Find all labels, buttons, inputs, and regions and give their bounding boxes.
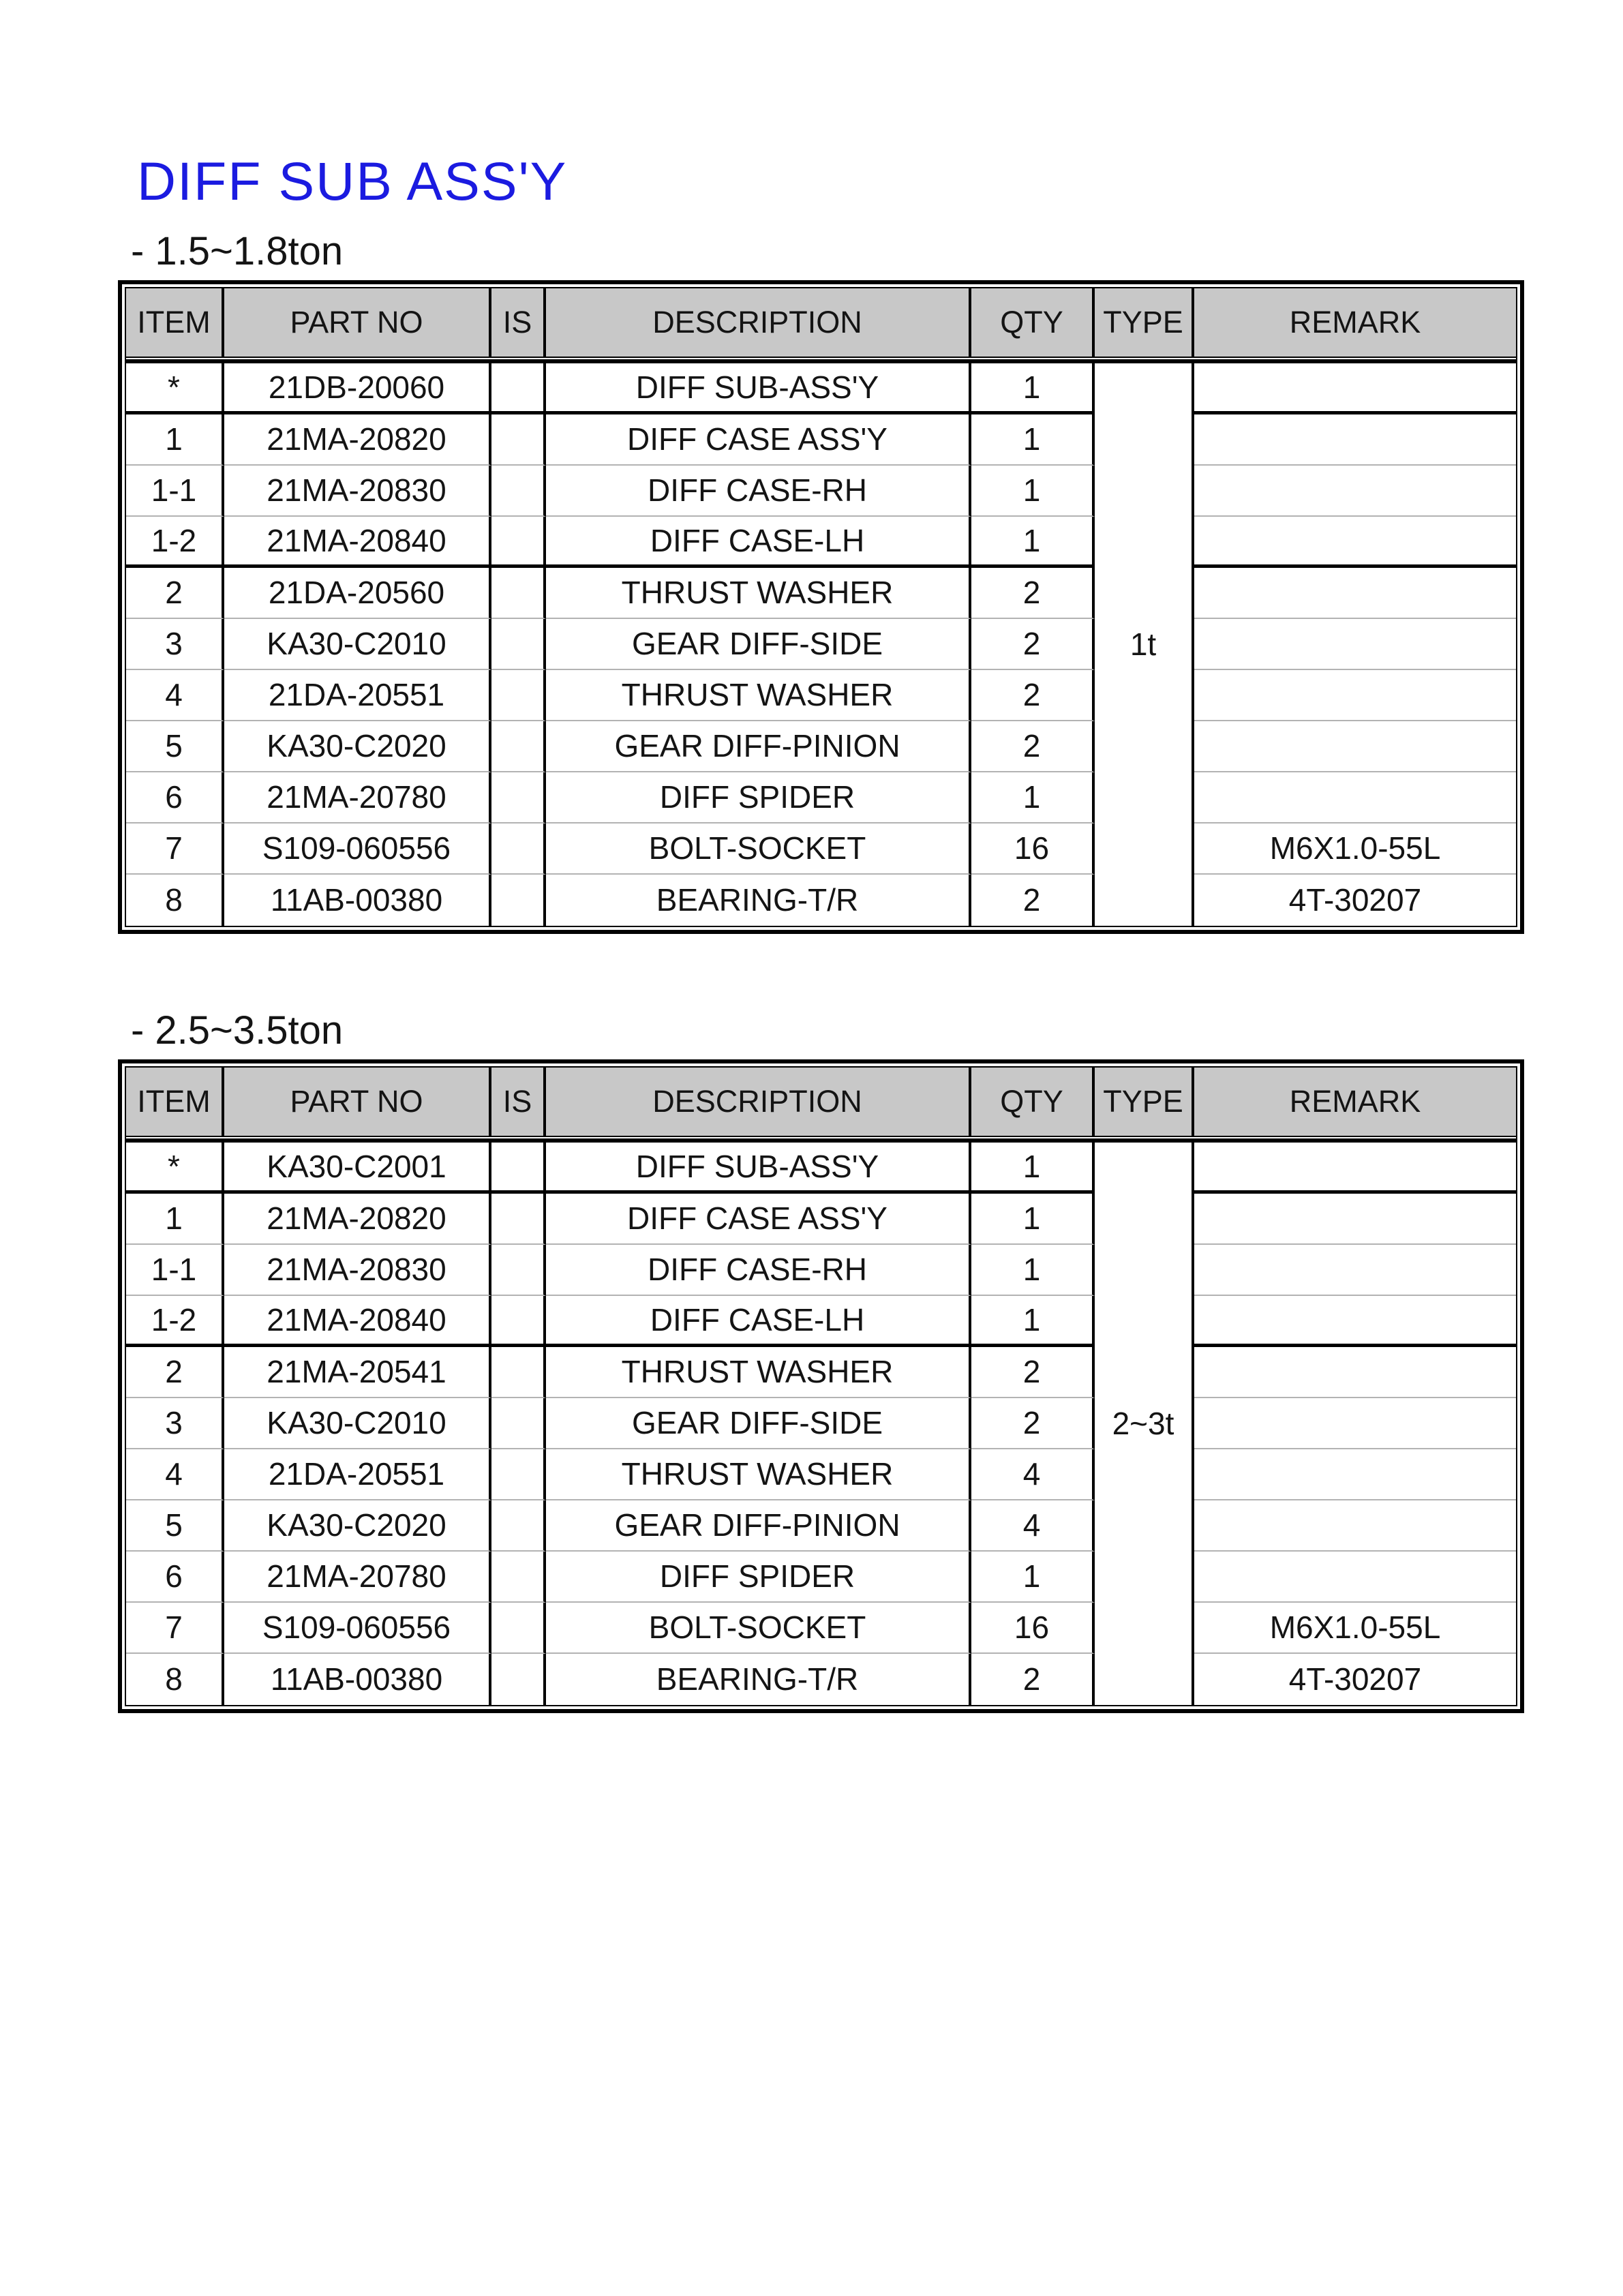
cell-remark (1194, 568, 1516, 619)
cell-qty: 2 (971, 721, 1095, 772)
cell-is (491, 824, 546, 875)
cell-description: DIFF SPIDER (546, 772, 971, 824)
cell-item: 1 (126, 1194, 224, 1245)
cell-description: GEAR DIFF-PINION (546, 1500, 971, 1552)
cell-qty: 2 (971, 875, 1095, 926)
cell-remark (1194, 466, 1516, 517)
cell-remark (1194, 721, 1516, 772)
cell-is (491, 1654, 546, 1705)
cell-is (491, 670, 546, 721)
table-row (126, 466, 1516, 517)
cell-qty: 1 (971, 517, 1095, 568)
header-separator-line (126, 358, 1516, 363)
cell-item: 5 (126, 1500, 224, 1552)
cell-is (491, 414, 546, 466)
cell-qty: 4 (971, 1500, 1095, 1552)
section-subtitle: - 2.5~3.5ton (131, 1008, 344, 1053)
col-header-item: ITEM (126, 1068, 224, 1137)
cell-qty: 1 (971, 772, 1095, 824)
cell-part-no: KA30-C2001 (224, 1143, 491, 1194)
cell-is (491, 772, 546, 824)
cell-remark: 4T-30207 (1288, 882, 1422, 918)
table-row (126, 670, 1516, 721)
table-row (126, 1654, 1516, 1705)
table-body (126, 358, 1516, 926)
cell-qty: 1 (971, 363, 1095, 414)
cell-remark (1194, 363, 1516, 414)
table-row (126, 568, 1516, 619)
table-row (126, 875, 1516, 926)
cell-item: 4 (126, 1449, 224, 1500)
table-header (126, 288, 1516, 358)
cell-qty: 2 (971, 1654, 1095, 1705)
cell-remark (1194, 414, 1516, 466)
cell-description: BOLT-SOCKET (546, 824, 971, 875)
header-row (126, 288, 1516, 358)
cell-description: THRUST WASHER (546, 568, 971, 619)
cell-is (491, 1500, 546, 1552)
cell-remark (1194, 772, 1516, 824)
table-row (126, 1296, 1516, 1347)
cell-remark (1194, 670, 1516, 721)
col-header-item: ITEM (126, 288, 224, 358)
cell-remark: M6X1.0-55L (1194, 824, 1516, 875)
cell-is (491, 517, 546, 568)
cell-description: DIFF CASE-LH (546, 1296, 971, 1347)
table-row (126, 1603, 1516, 1654)
cell-description: DIFF SUB-ASS'Y (546, 363, 971, 414)
cell-item: 6 (126, 1552, 224, 1603)
cell-part-no: 11AB-00380 (224, 875, 491, 926)
cell-qty: 2 (971, 568, 1095, 619)
cell-is (491, 1194, 546, 1245)
header-separator (126, 1137, 1516, 1143)
cell-description: BEARING-T/R (546, 875, 971, 926)
parts-table (125, 287, 1517, 927)
header-separator-line (126, 1137, 1516, 1143)
cell-qty: 1 (971, 1194, 1095, 1245)
cell-part-no: 21MA-20780 (224, 772, 491, 824)
table-row (126, 1347, 1516, 1398)
cell-item: 2 (126, 568, 224, 619)
cell-part-no: 21DA-20551 (224, 670, 491, 721)
col-header-description: DESCRIPTION (546, 1068, 971, 1137)
cell-is (491, 721, 546, 772)
cell-description: THRUST WASHER (546, 1449, 971, 1500)
cell-part-no: 21MA-20820 (224, 414, 491, 466)
cell-description: DIFF SUB-ASS'Y (546, 1143, 971, 1194)
cell-remark (1194, 1143, 1516, 1194)
cell-item: 1 (126, 414, 224, 466)
cell-remark (1194, 1500, 1516, 1552)
cell-item: 1-2 (126, 1296, 224, 1347)
cell-is (491, 363, 546, 414)
cell-description: DIFF CASE ASS'Y (546, 414, 971, 466)
cell-part-no: 21DA-20551 (224, 1449, 491, 1500)
cell-description: DIFF SPIDER (546, 1552, 971, 1603)
cell-type-merged: 1t (1095, 363, 1194, 926)
cell-description: DIFF CASE-RH (546, 466, 971, 517)
table-row (126, 1245, 1516, 1296)
cell-item: 3 (126, 619, 224, 670)
cell-is (491, 1143, 546, 1194)
cell-part-no: 21MA-20780 (224, 1552, 491, 1603)
header-separator (126, 358, 1516, 363)
cell-qty: 1 (971, 1245, 1095, 1296)
cell-remark (1194, 1398, 1516, 1449)
col-header-part-no: PART NO (224, 288, 491, 358)
table-row (126, 619, 1516, 670)
cell-description: BEARING-T/R (546, 1654, 971, 1705)
cell-description: GEAR DIFF-SIDE (546, 1398, 971, 1449)
table-row (126, 1449, 1516, 1500)
table-row (126, 772, 1516, 824)
cell-type-merged: 2~3t (1095, 1143, 1194, 1705)
cell-qty: 1 (971, 414, 1095, 466)
table-row (126, 1143, 1516, 1194)
cell-part-no: 21MA-20820 (224, 1194, 491, 1245)
table-row (126, 1398, 1516, 1449)
cell-remark (1194, 1347, 1516, 1398)
cell-part-no: S109-060556 (224, 1603, 491, 1654)
cell-qty: 16 (971, 824, 1095, 875)
table-row (126, 824, 1516, 875)
parts-table-frame (118, 280, 1524, 934)
cell-item: * (126, 363, 224, 414)
cell-part-no: KA30-C2020 (224, 1500, 491, 1552)
cell-remark (1194, 1296, 1516, 1347)
cell-item: 1-2 (126, 517, 224, 568)
cell-is (491, 1449, 546, 1500)
cell-qty: 2 (971, 1398, 1095, 1449)
cell-qty: 1 (971, 466, 1095, 517)
parts-section-1 (0, 231, 1623, 934)
table-row (126, 1194, 1516, 1245)
header-row (126, 1068, 1516, 1137)
col-header-qty: QTY (971, 288, 1095, 358)
cell-item: 8 (126, 1654, 224, 1705)
parts-table-frame (118, 1059, 1524, 1713)
cell-item: 7 (126, 1603, 224, 1654)
cell-is (491, 875, 546, 926)
col-header-part-no: PART NO (224, 1068, 491, 1137)
cell-description: DIFF CASE ASS'Y (546, 1194, 971, 1245)
cell-part-no: 11AB-00380 (224, 1654, 491, 1705)
cell-part-no: 21DA-20560 (224, 568, 491, 619)
cell-item: 8 (126, 875, 224, 926)
cell-is (491, 1296, 546, 1347)
cell-qty: 1 (971, 1296, 1095, 1347)
cell-description: GEAR DIFF-PINION (546, 721, 971, 772)
cell-remark: 4T-30207 (1288, 1661, 1422, 1697)
cell-qty: 4 (971, 1449, 1095, 1500)
cell-item: 2 (126, 1347, 224, 1398)
cell-description: DIFF CASE-RH (546, 1245, 971, 1296)
cell-part-no: S109-060556 (224, 824, 491, 875)
cell-is (491, 466, 546, 517)
cell-is (491, 1245, 546, 1296)
table-row (126, 517, 1516, 568)
section-subtitle: - 1.5~1.8ton (131, 229, 344, 273)
cell-part-no: KA30-C2020 (224, 721, 491, 772)
cell-is (491, 1603, 546, 1654)
parts-section-2 (0, 1010, 1623, 1713)
cell-item: 5 (126, 721, 224, 772)
table-row (126, 363, 1516, 414)
cell-description: BOLT-SOCKET (546, 1603, 971, 1654)
cell-part-no: KA30-C2010 (224, 619, 491, 670)
cell-item: 7 (126, 824, 224, 875)
cell-is (491, 1347, 546, 1398)
cell-part-no: 21MA-20830 (224, 466, 491, 517)
table-body (126, 1137, 1516, 1705)
table-row (126, 1500, 1516, 1552)
cell-qty: 16 (971, 1603, 1095, 1654)
table-header (126, 1068, 1516, 1137)
cell-part-no: 21DB-20060 (224, 363, 491, 414)
cell-is (491, 1552, 546, 1603)
cell-part-no: KA30-C2010 (224, 1398, 491, 1449)
page-title: DIFF SUB ASS'Y (137, 151, 568, 211)
col-header-is: IS (491, 1068, 546, 1137)
cell-is (491, 619, 546, 670)
cell-qty: 2 (971, 1347, 1095, 1398)
cell-description: GEAR DIFF-SIDE (546, 619, 971, 670)
cell-part-no: 21MA-20840 (224, 517, 491, 568)
cell-description: THRUST WASHER (546, 670, 971, 721)
cell-item: 6 (126, 772, 224, 824)
col-header-remark: REMARK (1194, 1068, 1516, 1137)
col-header-is: IS (491, 288, 546, 358)
col-header-remark: REMARK (1194, 288, 1516, 358)
cell-qty: 2 (971, 670, 1095, 721)
cell-remark (1194, 1194, 1516, 1245)
cell-item: 4 (126, 670, 224, 721)
cell-item: 1-1 (126, 466, 224, 517)
cell-qty: 1 (971, 1552, 1095, 1603)
cell-remark (1194, 1449, 1516, 1500)
cell-part-no: 21MA-20541 (224, 1347, 491, 1398)
cell-is (491, 1398, 546, 1449)
cell-remark (1194, 619, 1516, 670)
cell-item: 1-1 (126, 1245, 224, 1296)
cell-description: THRUST WASHER (546, 1347, 971, 1398)
col-header-qty: QTY (971, 1068, 1095, 1137)
cell-item: 3 (126, 1398, 224, 1449)
cell-description: DIFF CASE-LH (546, 517, 971, 568)
col-header-type: TYPE (1095, 288, 1194, 358)
cell-qty: 2 (971, 619, 1095, 670)
cell-remark (1194, 517, 1516, 568)
cell-is (491, 568, 546, 619)
table-row (126, 1552, 1516, 1603)
cell-remark: M6X1.0-55L (1194, 1603, 1516, 1654)
table-row (126, 414, 1516, 466)
cell-part-no: 21MA-20830 (224, 1245, 491, 1296)
cell-item: * (126, 1143, 224, 1194)
cell-part-no: 21MA-20840 (224, 1296, 491, 1347)
parts-table (125, 1066, 1517, 1706)
cell-remark (1194, 1245, 1516, 1296)
col-header-description: DESCRIPTION (546, 288, 971, 358)
cell-qty: 1 (971, 1143, 1095, 1194)
col-header-type: TYPE (1095, 1068, 1194, 1137)
table-row (126, 721, 1516, 772)
cell-remark (1194, 1552, 1516, 1603)
